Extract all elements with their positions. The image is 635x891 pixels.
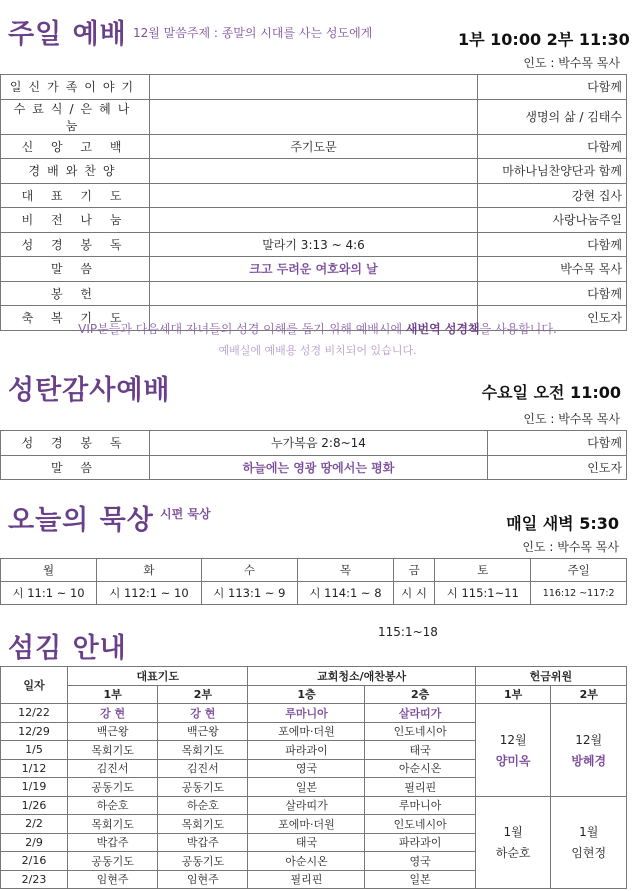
offering-month: 1월 xyxy=(503,825,523,840)
offering-month: 1월 xyxy=(579,825,599,840)
meditation-day: 목 xyxy=(297,559,393,582)
order-content xyxy=(150,75,478,100)
bible-note-a: VIP분들과 다음세대 자녀들의 성경 이해를 돕기 위해 예배시에 xyxy=(78,322,406,336)
order-person: 다함께 xyxy=(488,431,627,456)
order-content: 크고 두려운 여호와의 날 xyxy=(150,257,478,282)
service-table xyxy=(0,666,627,889)
order-person: 다함께 xyxy=(478,232,627,257)
thanks-leader: 인도 : 박수목 목사 xyxy=(523,412,620,426)
offering-cell-1 xyxy=(475,704,551,797)
thanks-time: 수요일 오전 11:00 xyxy=(481,383,621,402)
service-p1: 목회기도 xyxy=(68,815,158,834)
offering-person: 하순호 xyxy=(495,846,531,861)
sunday-order-row xyxy=(1,281,627,306)
offering-person: 임현정 xyxy=(571,846,607,861)
service-p2: 백근왕 xyxy=(158,722,248,741)
service-f1: 루마니아 xyxy=(248,704,365,723)
header-prayer-1: 1부 xyxy=(68,685,158,704)
service-f2: 인도네시아 xyxy=(365,815,475,834)
service-p1: 하순호 xyxy=(68,796,158,815)
order-label: 일신가족이야기 xyxy=(1,75,150,100)
service-p2: 박갑주 xyxy=(158,833,248,852)
header-prayer-2: 2부 xyxy=(158,685,248,704)
header-floor-1: 1층 xyxy=(248,685,365,704)
meditation-reading: 시 113:1 ~ 9 xyxy=(201,582,297,605)
sunday-theme: 12월 말씀주제 : 종말의 시대를 사는 성도에게 xyxy=(133,26,373,40)
bible-note xyxy=(0,320,635,337)
order-label: 축 복 기 도 xyxy=(1,306,150,331)
offering-cell-2 xyxy=(551,704,627,797)
offering-person: 방혜경 xyxy=(571,753,607,768)
header-floor-2: 2층 xyxy=(365,685,475,704)
service-p2: 공동기도 xyxy=(158,852,248,871)
bible-note-c: 을 사용합니다. xyxy=(479,322,557,336)
service-f2: 파라과이 xyxy=(365,833,475,852)
service-p2: 목회기도 xyxy=(158,815,248,834)
order-person: 강현 집사 xyxy=(478,183,627,208)
service-p1: 목회기도 xyxy=(68,741,158,760)
service-date: 2/16 xyxy=(1,852,68,871)
meditation-day: 주일 xyxy=(531,559,627,582)
meditation-time: 매일 새벽 5:30 xyxy=(506,514,619,533)
service-f2: 일본 xyxy=(365,870,475,889)
order-label: 말 씀 xyxy=(1,257,150,282)
order-person: 생명의 삶 / 김태수 xyxy=(478,99,627,134)
service-p2: 하순호 xyxy=(158,796,248,815)
sunday-order-row xyxy=(1,208,627,233)
service-f1: 포에마·더원 xyxy=(248,722,365,741)
meditation-reading: 시 114:1 ~ 8 xyxy=(297,582,393,605)
thanks-title: 성탄감사예배 xyxy=(8,375,171,406)
service-f1: 영국 xyxy=(248,759,365,778)
header-cleaning: 교회청소/애찬봉사 xyxy=(248,667,475,686)
sunday-order-row xyxy=(1,99,627,134)
order-person: 다함께 xyxy=(478,134,627,159)
order-label: 비 전 나 눔 xyxy=(1,208,150,233)
thanks-order-row xyxy=(1,455,627,480)
order-content xyxy=(150,159,478,184)
meditation-day: 수 xyxy=(201,559,297,582)
order-content xyxy=(150,99,478,134)
sunday-leader: 인도 : 박수목 목사 xyxy=(523,56,620,70)
order-content xyxy=(150,281,478,306)
meditation-day: 화 xyxy=(97,559,202,582)
service-date: 2/2 xyxy=(1,815,68,834)
sunday-order-row xyxy=(1,232,627,257)
header-offering-2: 2부 xyxy=(551,685,627,704)
service-date: 12/22 xyxy=(1,704,68,723)
service-p2: 목회기도 xyxy=(158,741,248,760)
header-offering: 헌금위원 xyxy=(475,667,626,686)
service-date: 1/19 xyxy=(1,778,68,797)
meditation-day: 토 xyxy=(435,559,531,582)
order-label: 신 앙 고 백 xyxy=(1,134,150,159)
service-f1: 일본 xyxy=(248,778,365,797)
sunday-order-row xyxy=(1,75,627,100)
service-p1: 공동기도 xyxy=(68,778,158,797)
meditation-table xyxy=(0,558,627,605)
service-p1: 김진서 xyxy=(68,759,158,778)
meditation-leader: 인도 : 박수목 목사 xyxy=(522,540,619,554)
order-label: 수료식/은혜나눔 xyxy=(1,99,150,134)
service-p2: 강 현 xyxy=(158,704,248,723)
service-p2: 공동기도 xyxy=(158,778,248,797)
sunday-title: 주일 예배 xyxy=(8,19,127,50)
sunday-order-row xyxy=(1,257,627,282)
offering-cell-1 xyxy=(475,796,551,889)
thanks-order-row xyxy=(1,431,627,456)
header-offering-1: 1부 xyxy=(475,685,551,704)
order-label: 대 표 기 도 xyxy=(1,183,150,208)
sunday-order-row xyxy=(1,134,627,159)
order-person: 다함께 xyxy=(478,75,627,100)
meditation-reading: 시 11:1 ~ 10 xyxy=(1,582,97,605)
order-label: 성 경 봉 독 xyxy=(1,232,150,257)
service-f2: 필리핀 xyxy=(365,778,475,797)
service-f1: 태국 xyxy=(248,833,365,852)
sunday-order-row xyxy=(1,159,627,184)
order-person: 마하나님찬양단과 함께 xyxy=(478,159,627,184)
service-p1: 백근왕 xyxy=(68,722,158,741)
service-date: 2/23 xyxy=(1,870,68,889)
order-person: 다함께 xyxy=(478,281,627,306)
meditation-stray-reading: 115:1~18 xyxy=(378,625,438,639)
order-label: 말 씀 xyxy=(1,455,150,480)
service-date: 1/5 xyxy=(1,741,68,760)
order-person: 사랑나눔주일 xyxy=(478,208,627,233)
meditation-title: 오늘의 묵상 xyxy=(8,505,154,536)
service-f2: 아순시온 xyxy=(365,759,475,778)
order-label: 경배와찬양 xyxy=(1,159,150,184)
offering-month: 12월 xyxy=(499,732,527,747)
service-f1: 포에마·더원 xyxy=(248,815,365,834)
service-f2: 루마니아 xyxy=(365,796,475,815)
service-p1: 공동기도 xyxy=(68,852,158,871)
header-date: 일자 xyxy=(1,667,68,704)
order-content: 누가복음 2:8~14 xyxy=(150,431,488,456)
sunday-order-row xyxy=(1,183,627,208)
bible-note-2: 예배실에 예배용 성경 비치되어 있습니다. xyxy=(218,344,417,357)
bible-note-b: 새번역 성경책 xyxy=(405,322,480,336)
meditation-day: 월 xyxy=(1,559,97,582)
offering-person: 양미옥 xyxy=(495,753,531,768)
service-date: 2/9 xyxy=(1,833,68,852)
meditation-subtitle: 시편 묵상 xyxy=(160,507,211,521)
service-date: 12/29 xyxy=(1,722,68,741)
order-content: 말라기 3:13 ~ 4:6 xyxy=(150,232,478,257)
order-person: 박수목 목사 xyxy=(478,257,627,282)
service-p1: 강 현 xyxy=(68,704,158,723)
thanks-order-table xyxy=(0,430,627,480)
service-f1: 아순시온 xyxy=(248,852,365,871)
header-prayer: 대표기도 xyxy=(68,667,248,686)
order-content: 주기도문 xyxy=(150,134,478,159)
sunday-times: 1부 10:00 2부 11:30 xyxy=(458,30,630,49)
order-person: 인도자 xyxy=(488,455,627,480)
offering-month: 12월 xyxy=(575,732,603,747)
service-p1: 박갑주 xyxy=(68,833,158,852)
service-p2: 임현주 xyxy=(158,870,248,889)
service-f2: 인도네시아 xyxy=(365,722,475,741)
service-date: 1/12 xyxy=(1,759,68,778)
service-p1: 임현주 xyxy=(68,870,158,889)
order-content xyxy=(150,208,478,233)
service-f1: 살라띠가 xyxy=(248,796,365,815)
meditation-reading: 시 112:1 ~ 10 xyxy=(97,582,202,605)
service-f1: 필리핀 xyxy=(248,870,365,889)
offering-cell-2 xyxy=(551,796,627,889)
service-f2: 영국 xyxy=(365,852,475,871)
order-content xyxy=(150,183,478,208)
meditation-day: 금 xyxy=(393,559,434,582)
service-row xyxy=(1,796,627,815)
meditation-reading: 시 115:1~11 xyxy=(435,582,531,605)
meditation-reading: 시 시 xyxy=(393,582,434,605)
order-label: 봉 헌 xyxy=(1,281,150,306)
service-p2: 김진서 xyxy=(158,759,248,778)
service-f1: 파라과이 xyxy=(248,741,365,760)
service-f2: 살라띠가 xyxy=(365,704,475,723)
service-f2: 태국 xyxy=(365,741,475,760)
order-content: 하늘에는 영광 땅에서는 평화 xyxy=(150,455,488,480)
sunday-order-table xyxy=(0,74,627,331)
meditation-reading: 116:12 ~117:2 xyxy=(531,582,627,605)
service-date: 1/26 xyxy=(1,796,68,815)
order-label: 성 경 봉 독 xyxy=(1,431,150,456)
service-title: 섬김 안내 xyxy=(8,633,127,664)
order-person: 인도자 xyxy=(478,306,627,331)
service-row xyxy=(1,704,627,723)
